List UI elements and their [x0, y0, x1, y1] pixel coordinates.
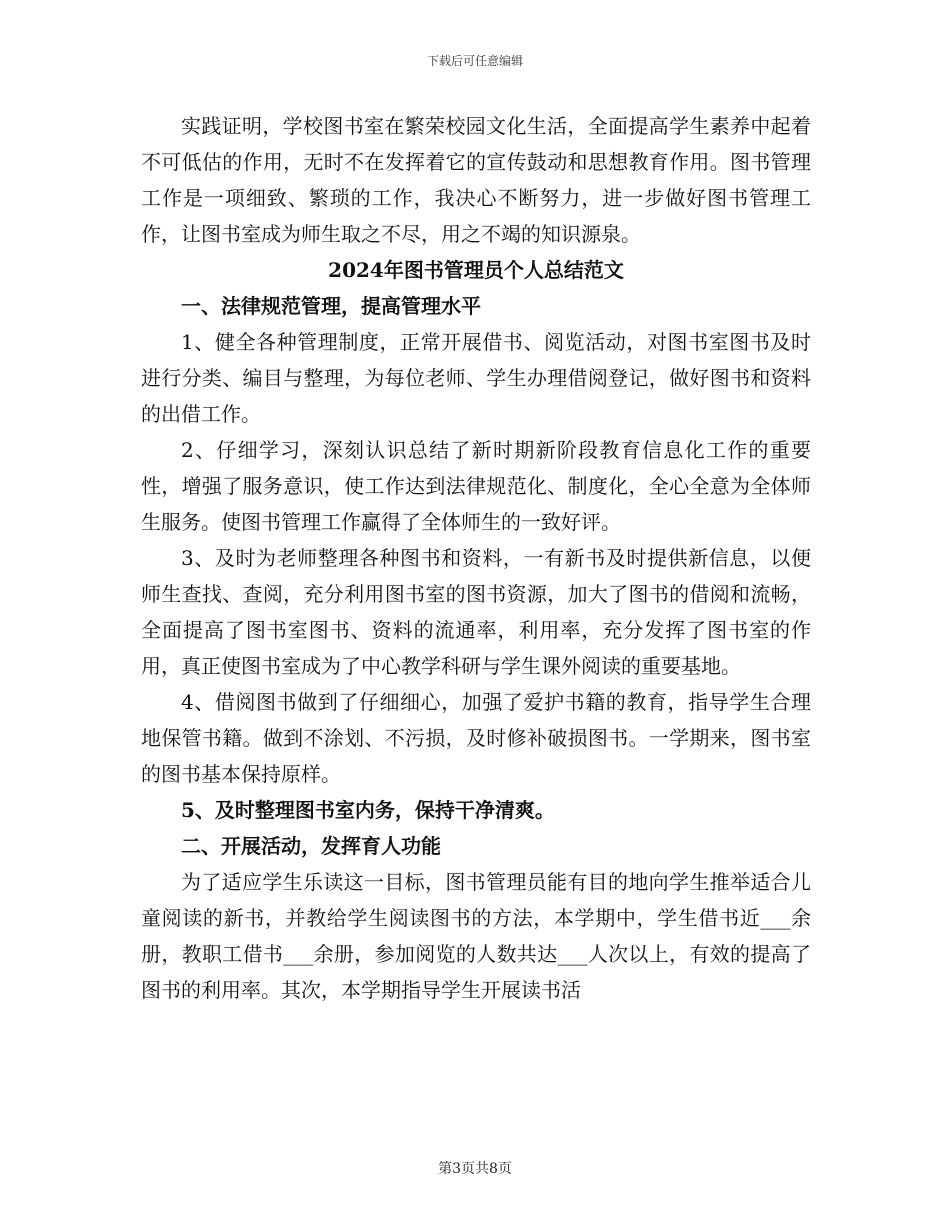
- paragraph-item-4: 4、借阅图书做到了仔细细心，加强了爱护书籍的教育，指导学生合理地保管书籍。做到不涂划、不污损，及时修补破损图书。一学期来，图书室的图书基本保持原样。: [141, 690, 811, 786]
- page-number: 第3页共8页: [438, 1161, 512, 1177]
- document-title: 2024年图书管理员个人总结范文: [328, 258, 624, 282]
- paragraph-item-3: 3、及时为老师整理各种图书和资料，一有新书及时提供新信息，以便师生查找、查阅，充分利用图书室的图书资源，加大了图书的借阅和流畅，全面提高了图书室图书、资料的流通率，利用率，充分发挥了图书室的作用，真正使图书室成为了中心教学科研与学生课外阅读的重要基地。: [141, 546, 811, 678]
- section-heading-2: 二、开展活动，发挥育人功能: [181, 834, 441, 858]
- paragraph-activities: 为了适应学生乐读这一目标，图书管理员能有目的地向学生推举适合儿童阅读的新书，并教给学生阅读图书的方法，本学期中，学生借书近___余册，教职工借书___余册，参加阅览的人数共达___人次以上，有效的提高了图书的利用率。其次，本学期指导学生开展读书活: [141, 870, 811, 1002]
- paragraph-item-1: 1、健全各种管理制度，正常开展借书、阅览活动，对图书室图书及时进行分类、编目与整理，为每位老师、学生办理借阅登记，做好图书和资料的出借工作。: [141, 330, 811, 426]
- section-heading-1: 一、法律规范管理，提高管理水平: [181, 294, 481, 318]
- paragraph-conclusion: 实践证明，学校图书室在繁荣校园文化生活，全面提高学生素养中起着不可低估的作用，无时不在发挥着它的宣传鼓动和思想教育作用。图书管理工作是一项细致、繁琐的工作，我决心不断努力，进一步做好图书管理工作，让图书室成为师生取之不尽，用之不竭的知识源泉。: [141, 114, 811, 246]
- paragraph-item-2: 2、仔细学习，深刻认识总结了新时期新阶段教育信息化工作的重要性，增强了服务意识，使工作达到法律规范化、制度化，全心全意为全体师生服务。使图书管理工作赢得了全体师生的一致好评。: [141, 438, 811, 534]
- paragraph-item-5: 5、及时整理图书室内务，保持干净清爽。: [181, 798, 555, 822]
- header-note: 下载后可任意编辑: [426, 54, 523, 68]
- document-body: [141, 108, 811, 1008]
